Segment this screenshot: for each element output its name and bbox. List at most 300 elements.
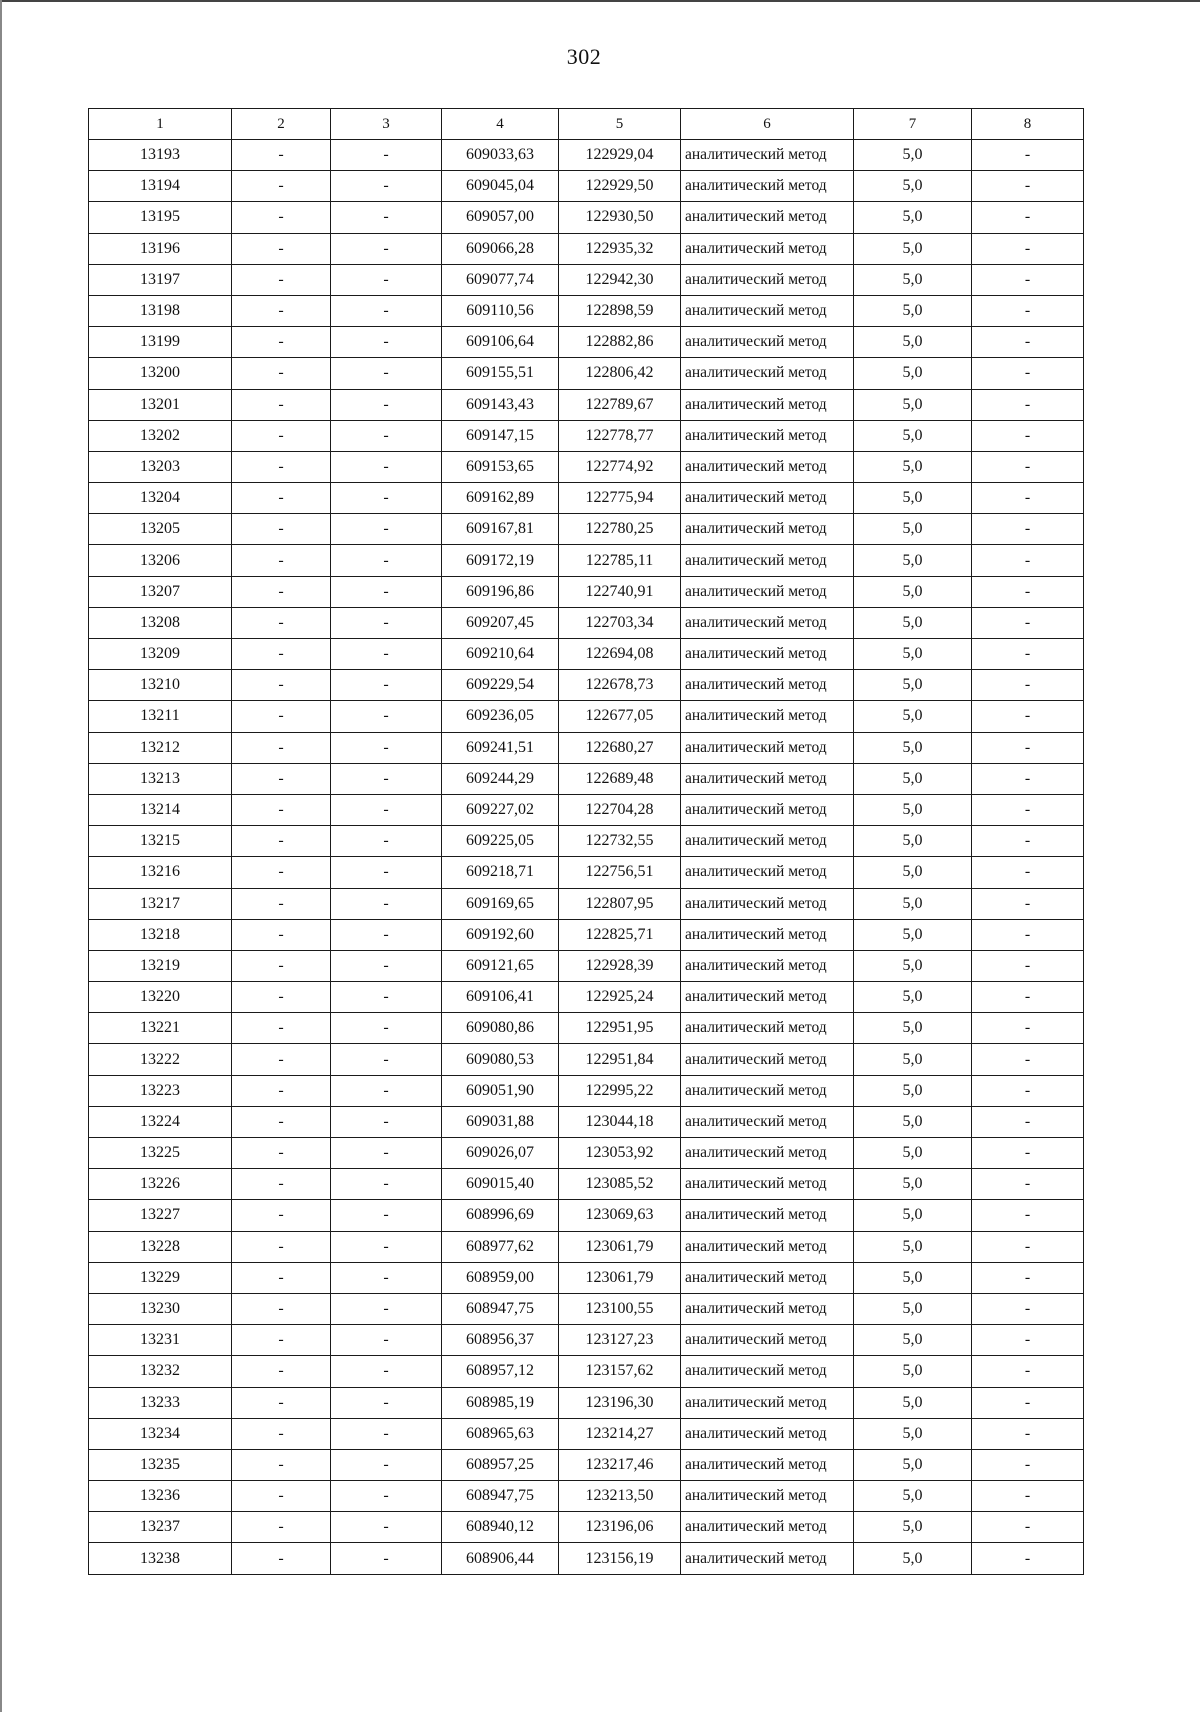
point-number-cell: 13223 (89, 1075, 232, 1106)
method-cell: аналитический метод (681, 545, 854, 576)
column-2-cell: - (232, 420, 331, 451)
y-coordinate-cell: 123196,06 (559, 1512, 681, 1543)
column-8-cell: - (972, 451, 1084, 482)
method-cell: аналитический метод (681, 233, 854, 264)
y-coordinate-cell: 123069,63 (559, 1200, 681, 1231)
accuracy-cell: 5,0 (854, 483, 972, 514)
column-3-cell: - (331, 1200, 442, 1231)
column-3-cell: - (331, 1325, 442, 1356)
method-cell: аналитический метод (681, 701, 854, 732)
table-row (89, 420, 1084, 451)
method-cell: аналитический метод (681, 857, 854, 888)
y-coordinate-cell: 122951,95 (559, 1013, 681, 1044)
y-coordinate-cell: 122704,28 (559, 794, 681, 825)
column-8-cell: - (972, 763, 1084, 794)
table-row (89, 1169, 1084, 1200)
y-coordinate-cell: 122689,48 (559, 763, 681, 794)
x-coordinate-cell: 609147,15 (442, 420, 559, 451)
column-8-cell: - (972, 919, 1084, 950)
method-cell: аналитический метод (681, 1231, 854, 1262)
accuracy-cell: 5,0 (854, 1481, 972, 1512)
x-coordinate-cell: 608956,37 (442, 1325, 559, 1356)
method-cell: аналитический метод (681, 295, 854, 326)
point-number-cell: 13210 (89, 670, 232, 701)
column-header: 6 (681, 109, 854, 140)
method-cell: аналитический метод (681, 1106, 854, 1137)
method-cell: аналитический метод (681, 1138, 854, 1169)
accuracy-cell: 5,0 (854, 545, 972, 576)
column-2-cell: - (232, 202, 331, 233)
table-row (89, 327, 1084, 358)
y-coordinate-cell: 123156,19 (559, 1543, 681, 1574)
column-3-cell: - (331, 732, 442, 763)
x-coordinate-cell: 608940,12 (442, 1512, 559, 1543)
column-2-cell: - (232, 982, 331, 1013)
accuracy-cell: 5,0 (854, 982, 972, 1013)
accuracy-cell: 5,0 (854, 389, 972, 420)
column-2-cell: - (232, 483, 331, 514)
point-number-cell: 13230 (89, 1293, 232, 1324)
accuracy-cell: 5,0 (854, 358, 972, 389)
column-2-cell: - (232, 857, 331, 888)
method-cell: аналитический метод (681, 1387, 854, 1418)
point-number-cell: 13212 (89, 732, 232, 763)
table-row (89, 1418, 1084, 1449)
point-number-cell: 13215 (89, 826, 232, 857)
column-2-cell: - (232, 950, 331, 981)
column-3-cell: - (331, 1418, 442, 1449)
column-2-cell: - (232, 1013, 331, 1044)
column-2-cell: - (232, 545, 331, 576)
x-coordinate-cell: 609207,45 (442, 607, 559, 638)
page-top-edge (0, 0, 1200, 2)
column-8-cell: - (972, 1449, 1084, 1480)
table-row (89, 545, 1084, 576)
point-number-cell: 13205 (89, 514, 232, 545)
method-cell: аналитический метод (681, 732, 854, 763)
table-row (89, 1075, 1084, 1106)
column-2-cell: - (232, 1512, 331, 1543)
table-row (89, 202, 1084, 233)
column-8-cell: - (972, 295, 1084, 326)
column-8-cell: - (972, 264, 1084, 295)
table-row (89, 1512, 1084, 1543)
accuracy-cell: 5,0 (854, 607, 972, 638)
column-8-cell: - (972, 639, 1084, 670)
method-cell: аналитический метод (681, 451, 854, 482)
accuracy-cell: 5,0 (854, 1293, 972, 1324)
accuracy-cell: 5,0 (854, 1543, 972, 1574)
point-number-cell: 13235 (89, 1449, 232, 1480)
accuracy-cell: 5,0 (854, 950, 972, 981)
column-3-cell: - (331, 389, 442, 420)
point-number-cell: 13206 (89, 545, 232, 576)
accuracy-cell: 5,0 (854, 171, 972, 202)
method-cell: аналитический метод (681, 1200, 854, 1231)
x-coordinate-cell: 609080,86 (442, 1013, 559, 1044)
accuracy-cell: 5,0 (854, 420, 972, 451)
y-coordinate-cell: 122929,50 (559, 171, 681, 202)
column-2-cell: - (232, 732, 331, 763)
column-3-cell: - (331, 1543, 442, 1574)
column-2-cell: - (232, 670, 331, 701)
x-coordinate-cell: 609236,05 (442, 701, 559, 732)
y-coordinate-cell: 123053,92 (559, 1138, 681, 1169)
method-cell: аналитический метод (681, 982, 854, 1013)
x-coordinate-cell: 608906,44 (442, 1543, 559, 1574)
x-coordinate-cell: 609110,56 (442, 295, 559, 326)
column-8-cell: - (972, 202, 1084, 233)
column-2-cell: - (232, 1044, 331, 1075)
point-number-cell: 13194 (89, 171, 232, 202)
table-row (89, 576, 1084, 607)
x-coordinate-cell: 609080,53 (442, 1044, 559, 1075)
point-number-cell: 13232 (89, 1356, 232, 1387)
table-body (89, 140, 1084, 1575)
column-2-cell: - (232, 264, 331, 295)
table-row (89, 171, 1084, 202)
column-8-cell: - (972, 1543, 1084, 1574)
method-cell: аналитический метод (681, 763, 854, 794)
column-2-cell: - (232, 1543, 331, 1574)
point-number-cell: 13228 (89, 1231, 232, 1262)
column-2-cell: - (232, 794, 331, 825)
accuracy-cell: 5,0 (854, 451, 972, 482)
y-coordinate-cell: 122775,94 (559, 483, 681, 514)
method-cell: аналитический метод (681, 607, 854, 638)
column-8-cell: - (972, 140, 1084, 171)
column-3-cell: - (331, 763, 442, 794)
accuracy-cell: 5,0 (854, 140, 972, 171)
y-coordinate-cell: 123214,27 (559, 1418, 681, 1449)
table-row (89, 514, 1084, 545)
column-2-cell: - (232, 1325, 331, 1356)
column-3-cell: - (331, 140, 442, 171)
y-coordinate-cell: 122898,59 (559, 295, 681, 326)
table-row (89, 358, 1084, 389)
column-3-cell: - (331, 857, 442, 888)
column-8-cell: - (972, 1481, 1084, 1512)
point-number-cell: 13214 (89, 794, 232, 825)
accuracy-cell: 5,0 (854, 1075, 972, 1106)
x-coordinate-cell: 609241,51 (442, 732, 559, 763)
y-coordinate-cell: 123127,23 (559, 1325, 681, 1356)
point-number-cell: 13195 (89, 202, 232, 233)
x-coordinate-cell: 609066,28 (442, 233, 559, 264)
column-3-cell: - (331, 670, 442, 701)
column-3-cell: - (331, 420, 442, 451)
column-header: 7 (854, 109, 972, 140)
point-number-cell: 13221 (89, 1013, 232, 1044)
column-3-cell: - (331, 264, 442, 295)
point-number-cell: 13203 (89, 451, 232, 482)
point-number-cell: 13211 (89, 701, 232, 732)
method-cell: аналитический метод (681, 1418, 854, 1449)
table-row (89, 1356, 1084, 1387)
point-number-cell: 13233 (89, 1387, 232, 1418)
table-row (89, 732, 1084, 763)
point-number-cell: 13229 (89, 1262, 232, 1293)
column-2-cell: - (232, 1075, 331, 1106)
x-coordinate-cell: 608957,25 (442, 1449, 559, 1480)
table-row (89, 1293, 1084, 1324)
table-row (89, 950, 1084, 981)
x-coordinate-cell: 608947,75 (442, 1293, 559, 1324)
column-3-cell: - (331, 888, 442, 919)
table-row (89, 1200, 1084, 1231)
table-row (89, 607, 1084, 638)
column-3-cell: - (331, 1013, 442, 1044)
y-coordinate-cell: 122995,22 (559, 1075, 681, 1106)
column-3-cell: - (331, 327, 442, 358)
y-coordinate-cell: 122929,04 (559, 140, 681, 171)
accuracy-cell: 5,0 (854, 732, 972, 763)
y-coordinate-cell: 122778,77 (559, 420, 681, 451)
y-coordinate-cell: 122942,30 (559, 264, 681, 295)
table-row (89, 264, 1084, 295)
column-8-cell: - (972, 327, 1084, 358)
y-coordinate-cell: 123100,55 (559, 1293, 681, 1324)
x-coordinate-cell: 609244,29 (442, 763, 559, 794)
method-cell: аналитический метод (681, 171, 854, 202)
method-cell: аналитический метод (681, 794, 854, 825)
method-cell: аналитический метод (681, 826, 854, 857)
method-cell: аналитический метод (681, 202, 854, 233)
x-coordinate-cell: 609045,04 (442, 171, 559, 202)
column-3-cell: - (331, 982, 442, 1013)
point-number-cell: 13193 (89, 140, 232, 171)
column-2-cell: - (232, 701, 331, 732)
column-3-cell: - (331, 1262, 442, 1293)
column-2-cell: - (232, 1449, 331, 1480)
accuracy-cell: 5,0 (854, 233, 972, 264)
table-row (89, 1481, 1084, 1512)
table-row (89, 982, 1084, 1013)
table-row (89, 888, 1084, 919)
table-row (89, 1262, 1084, 1293)
table-row (89, 763, 1084, 794)
column-3-cell: - (331, 826, 442, 857)
method-cell: аналитический метод (681, 358, 854, 389)
column-2-cell: - (232, 1387, 331, 1418)
method-cell: аналитический метод (681, 1449, 854, 1480)
column-header: 8 (972, 109, 1084, 140)
table-row (89, 1138, 1084, 1169)
x-coordinate-cell: 608947,75 (442, 1481, 559, 1512)
x-coordinate-cell: 609196,86 (442, 576, 559, 607)
column-2-cell: - (232, 451, 331, 482)
point-number-cell: 13213 (89, 763, 232, 794)
x-coordinate-cell: 609077,74 (442, 264, 559, 295)
table-row (89, 451, 1084, 482)
column-8-cell: - (972, 1200, 1084, 1231)
accuracy-cell: 5,0 (854, 1325, 972, 1356)
table-row (89, 794, 1084, 825)
column-3-cell: - (331, 1293, 442, 1324)
y-coordinate-cell: 123196,30 (559, 1387, 681, 1418)
x-coordinate-cell: 609031,88 (442, 1106, 559, 1137)
y-coordinate-cell: 122732,55 (559, 826, 681, 857)
column-8-cell: - (972, 576, 1084, 607)
column-3-cell: - (331, 1449, 442, 1480)
column-3-cell: - (331, 576, 442, 607)
table-row (89, 140, 1084, 171)
accuracy-cell: 5,0 (854, 794, 972, 825)
method-cell: аналитический метод (681, 639, 854, 670)
x-coordinate-cell: 609169,65 (442, 888, 559, 919)
column-3-cell: - (331, 1387, 442, 1418)
method-cell: аналитический метод (681, 389, 854, 420)
method-cell: аналитический метод (681, 327, 854, 358)
table-row (89, 1044, 1084, 1075)
table-header-row (89, 109, 1084, 140)
column-8-cell: - (972, 888, 1084, 919)
method-cell: аналитический метод (681, 1044, 854, 1075)
column-2-cell: - (232, 514, 331, 545)
accuracy-cell: 5,0 (854, 919, 972, 950)
method-cell: аналитический метод (681, 1543, 854, 1574)
column-8-cell: - (972, 701, 1084, 732)
y-coordinate-cell: 122677,05 (559, 701, 681, 732)
method-cell: аналитический метод (681, 670, 854, 701)
column-8-cell: - (972, 483, 1084, 514)
column-8-cell: - (972, 950, 1084, 981)
point-number-cell: 13199 (89, 327, 232, 358)
column-8-cell: - (972, 1387, 1084, 1418)
column-8-cell: - (972, 794, 1084, 825)
method-cell: аналитический метод (681, 483, 854, 514)
x-coordinate-cell: 609121,65 (442, 950, 559, 981)
column-2-cell: - (232, 295, 331, 326)
y-coordinate-cell: 123213,50 (559, 1481, 681, 1512)
table-row (89, 483, 1084, 514)
column-8-cell: - (972, 1418, 1084, 1449)
column-2-cell: - (232, 1293, 331, 1324)
column-2-cell: - (232, 826, 331, 857)
method-cell: аналитический метод (681, 1481, 854, 1512)
y-coordinate-cell: 122825,71 (559, 919, 681, 950)
column-8-cell: - (972, 1262, 1084, 1293)
x-coordinate-cell: 609167,81 (442, 514, 559, 545)
column-8-cell: - (972, 1075, 1084, 1106)
column-8-cell: - (972, 514, 1084, 545)
table-row (89, 1106, 1084, 1137)
point-number-cell: 13231 (89, 1325, 232, 1356)
y-coordinate-cell: 122780,25 (559, 514, 681, 545)
column-8-cell: - (972, 1293, 1084, 1324)
accuracy-cell: 5,0 (854, 1231, 972, 1262)
y-coordinate-cell: 122694,08 (559, 639, 681, 670)
x-coordinate-cell: 609192,60 (442, 919, 559, 950)
column-8-cell: - (972, 389, 1084, 420)
accuracy-cell: 5,0 (854, 295, 972, 326)
y-coordinate-cell: 122925,24 (559, 982, 681, 1013)
accuracy-cell: 5,0 (854, 1044, 972, 1075)
column-3-cell: - (331, 1044, 442, 1075)
y-coordinate-cell: 123044,18 (559, 1106, 681, 1137)
point-number-cell: 13227 (89, 1200, 232, 1231)
column-header: 2 (232, 109, 331, 140)
column-8-cell: - (972, 732, 1084, 763)
y-coordinate-cell: 122785,11 (559, 545, 681, 576)
column-2-cell: - (232, 1200, 331, 1231)
point-number-cell: 13226 (89, 1169, 232, 1200)
y-coordinate-cell: 123157,62 (559, 1356, 681, 1387)
x-coordinate-cell: 608977,62 (442, 1231, 559, 1262)
point-number-cell: 13219 (89, 950, 232, 981)
page-left-edge (0, 0, 2, 1712)
y-coordinate-cell: 123085,52 (559, 1169, 681, 1200)
table-row (89, 1325, 1084, 1356)
y-coordinate-cell: 122756,51 (559, 857, 681, 888)
method-cell: аналитический метод (681, 1075, 854, 1106)
column-header: 5 (559, 109, 681, 140)
x-coordinate-cell: 609153,65 (442, 451, 559, 482)
table-row (89, 295, 1084, 326)
point-number-cell: 13207 (89, 576, 232, 607)
accuracy-cell: 5,0 (854, 1387, 972, 1418)
column-8-cell: - (972, 607, 1084, 638)
accuracy-cell: 5,0 (854, 327, 972, 358)
column-3-cell: - (331, 919, 442, 950)
point-number-cell: 13202 (89, 420, 232, 451)
point-number-cell: 13225 (89, 1138, 232, 1169)
column-2-cell: - (232, 140, 331, 171)
column-2-cell: - (232, 233, 331, 264)
column-8-cell: - (972, 545, 1084, 576)
coordinates-table-container (88, 108, 1083, 1575)
accuracy-cell: 5,0 (854, 202, 972, 233)
column-header: 4 (442, 109, 559, 140)
accuracy-cell: 5,0 (854, 1418, 972, 1449)
y-coordinate-cell: 122928,39 (559, 950, 681, 981)
table-row (89, 826, 1084, 857)
method-cell: аналитический метод (681, 1013, 854, 1044)
y-coordinate-cell: 123061,79 (559, 1231, 681, 1262)
column-2-cell: - (232, 389, 331, 420)
x-coordinate-cell: 609162,89 (442, 483, 559, 514)
accuracy-cell: 5,0 (854, 888, 972, 919)
method-cell: аналитический метод (681, 888, 854, 919)
point-number-cell: 13217 (89, 888, 232, 919)
x-coordinate-cell: 609218,71 (442, 857, 559, 888)
column-2-cell: - (232, 639, 331, 670)
y-coordinate-cell: 122680,27 (559, 732, 681, 763)
column-8-cell: - (972, 826, 1084, 857)
x-coordinate-cell: 609026,07 (442, 1138, 559, 1169)
point-number-cell: 13238 (89, 1543, 232, 1574)
y-coordinate-cell: 122807,95 (559, 888, 681, 919)
column-8-cell: - (972, 1512, 1084, 1543)
method-cell: аналитический метод (681, 919, 854, 950)
accuracy-cell: 5,0 (854, 701, 972, 732)
point-number-cell: 13218 (89, 919, 232, 950)
method-cell: аналитический метод (681, 264, 854, 295)
column-3-cell: - (331, 1512, 442, 1543)
column-2-cell: - (232, 1356, 331, 1387)
accuracy-cell: 5,0 (854, 1138, 972, 1169)
y-coordinate-cell: 122678,73 (559, 670, 681, 701)
method-cell: аналитический метод (681, 1356, 854, 1387)
column-3-cell: - (331, 295, 442, 326)
column-2-cell: - (232, 576, 331, 607)
method-cell: аналитический метод (681, 1262, 854, 1293)
table-row (89, 1449, 1084, 1480)
method-cell: аналитический метод (681, 514, 854, 545)
accuracy-cell: 5,0 (854, 576, 972, 607)
column-3-cell: - (331, 358, 442, 389)
column-2-cell: - (232, 1106, 331, 1137)
